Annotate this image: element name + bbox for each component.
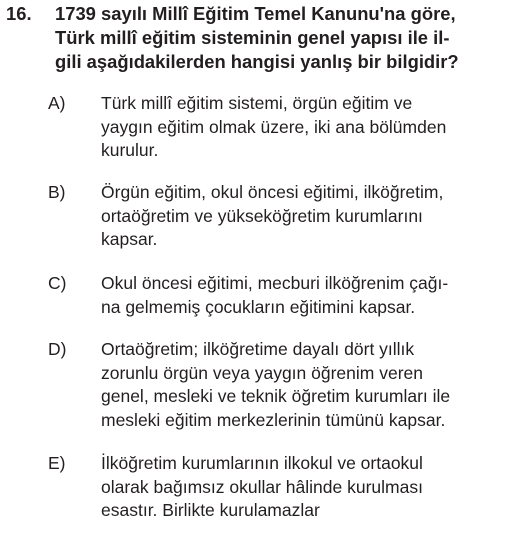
option-line: zorunlu örgün veya yaygın öğrenim veren xyxy=(101,362,423,383)
question-stem-line: 1739 sayılı Millî Eğitim Temel Kanunu'na göre, xyxy=(55,3,456,24)
question-number: 16. xyxy=(6,3,32,24)
option-line: kapsar. xyxy=(101,229,158,249)
option-text xyxy=(101,452,509,523)
option-text xyxy=(101,338,509,432)
option-text xyxy=(101,92,509,163)
option-text xyxy=(101,272,509,319)
option-letter: E) xyxy=(48,453,66,473)
option-line: kurulur. xyxy=(101,140,159,160)
option-line: esastır. Birlikte kurulamazlar xyxy=(101,500,320,520)
option-line: Ortaöğretim; ilköğretime dayalı dört yıllık xyxy=(101,339,415,359)
option-letter: B) xyxy=(48,182,66,202)
question-stem xyxy=(55,2,513,74)
option-line: yaygın eğitim olmak üzere, iki ana bölümden xyxy=(101,116,447,137)
question-stem-line: Türk millî eğitim sisteminin genel yapısı ile il- xyxy=(55,27,450,48)
option-line: na gelmemiş çocukların eğitimini kapsar. xyxy=(101,296,416,317)
option-line: mesleki eğitim merkezlerinin tümünü kapsar. xyxy=(101,409,446,430)
option-text xyxy=(101,181,509,252)
option-letter: A) xyxy=(48,93,66,113)
option-line: Okul öncesi eğitimi, mecburi ilköğrenim çağı- xyxy=(101,273,449,293)
option-line: Türk millî eğitim sistemi, örgün eğitim ve xyxy=(101,93,413,113)
question-stem-line: gili aşağıdakilerden hangisi yanlış bir bilgidir? xyxy=(55,51,459,72)
option-line: olarak bağımsız okullar hâlinde kurulması xyxy=(101,476,423,497)
option-letter: D) xyxy=(48,339,67,359)
option-line: Örgün eğitim, okul öncesi eğitimi, ilköğretim, xyxy=(101,182,444,202)
option-line: ortaöğretim ve yükseköğretim kurumlarını xyxy=(101,205,423,226)
option-line: İlköğretim kurumlarının ilkokul ve ortaokul xyxy=(101,453,423,473)
option-letter: C) xyxy=(48,273,67,293)
option-line: genel, mesleki ve teknik öğretim kurumları ile xyxy=(101,386,451,406)
